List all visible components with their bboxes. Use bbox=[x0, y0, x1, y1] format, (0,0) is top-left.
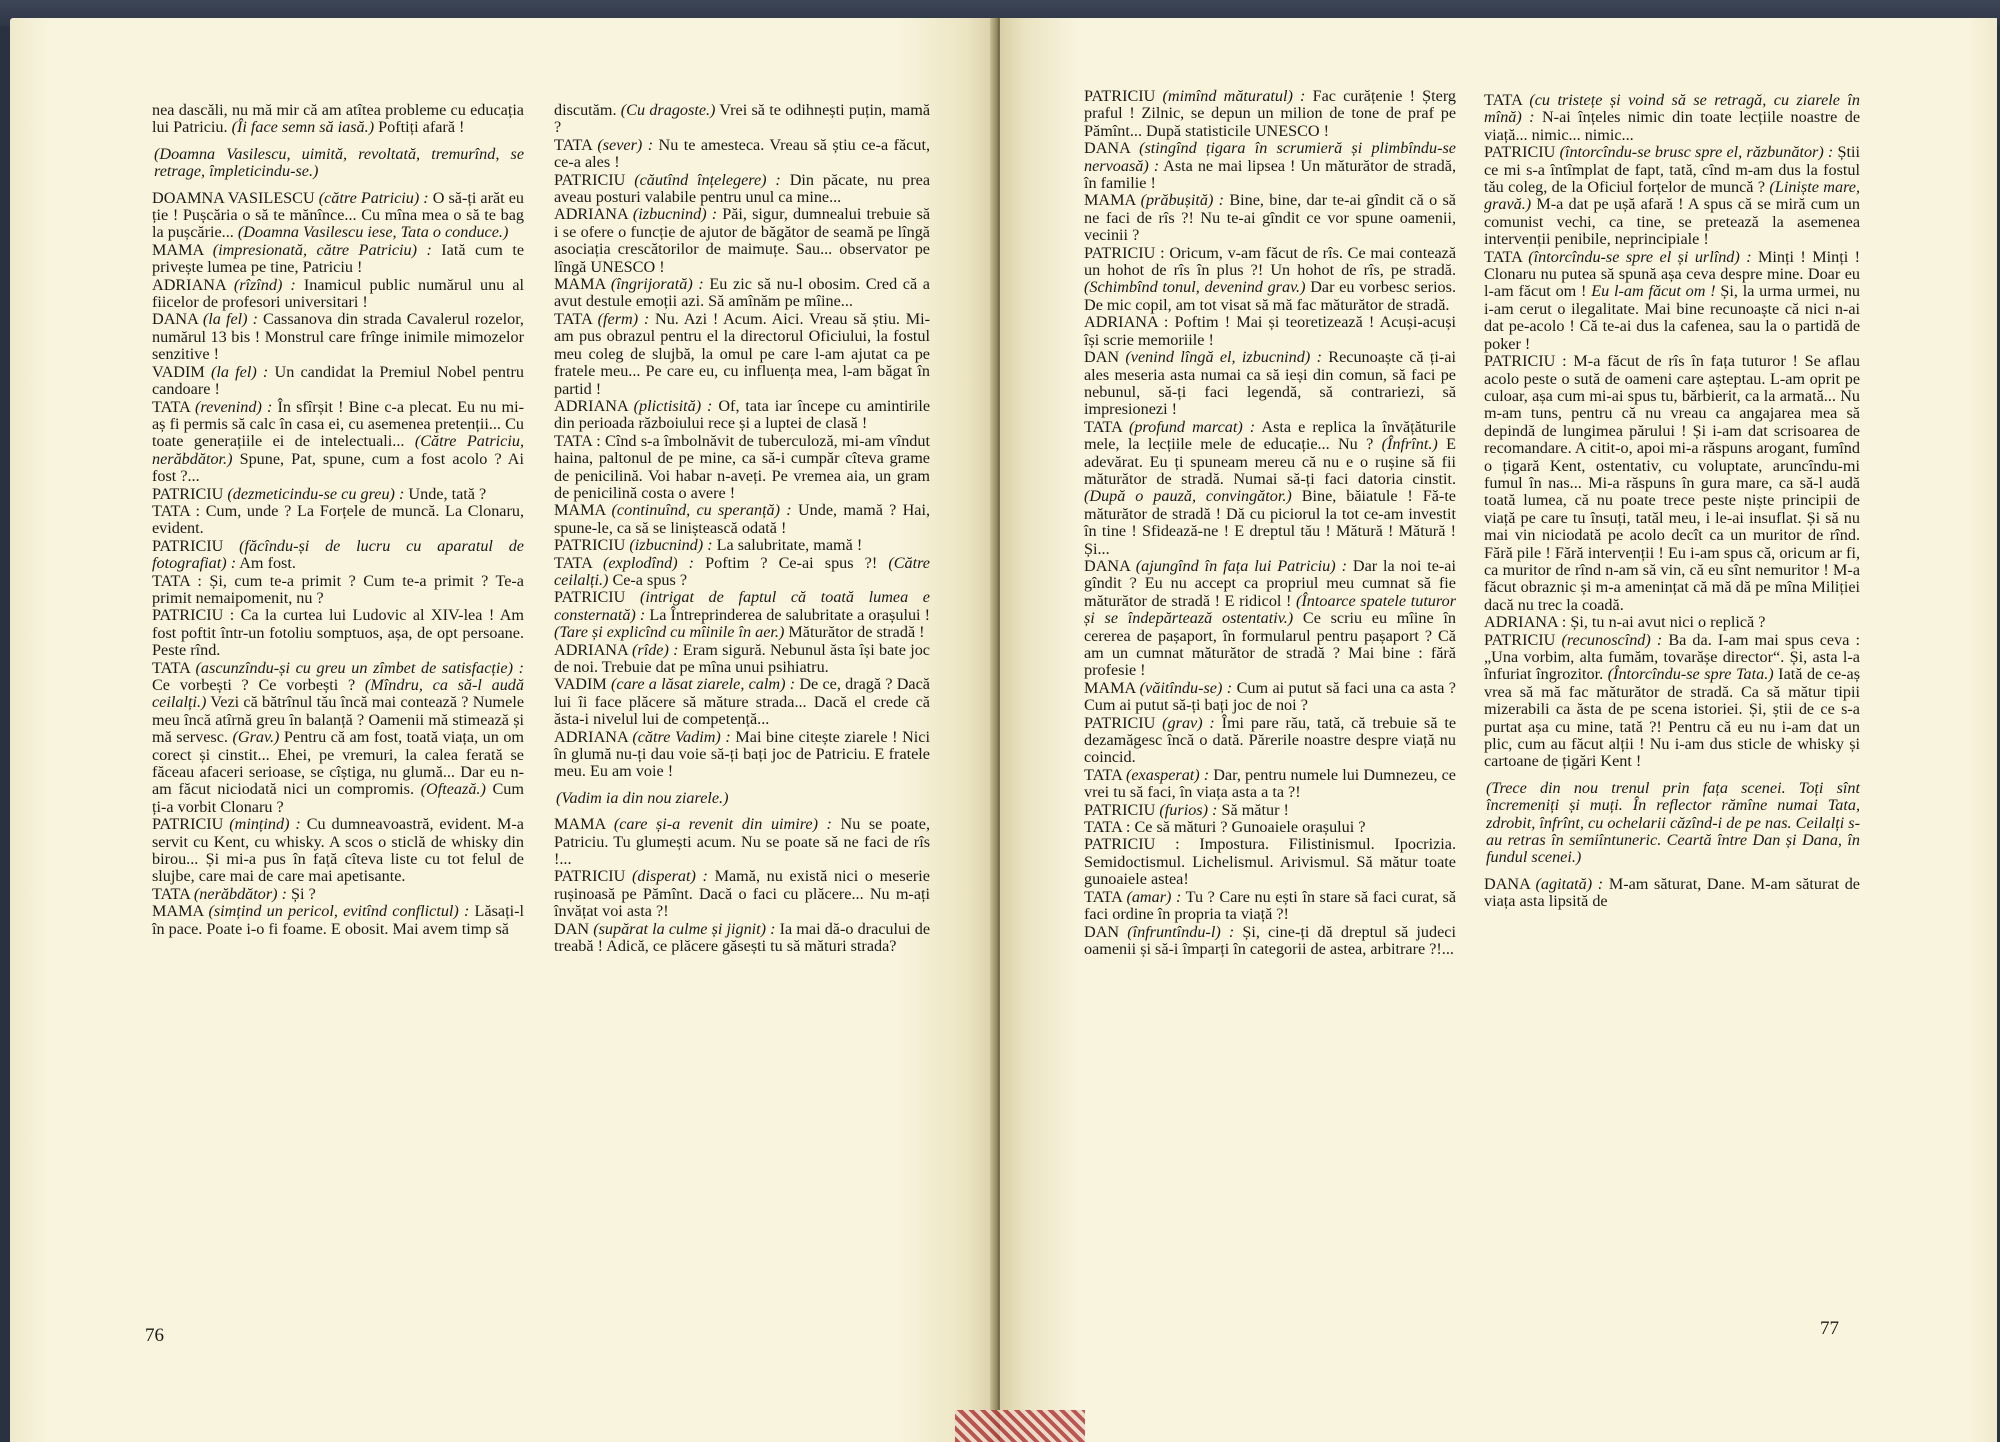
direction-text: (cu tristețe și voind să se retragă, cu ziarele în mînă) : bbox=[1484, 91, 1860, 127]
dialogue-line bbox=[554, 589, 930, 641]
dialogue-line bbox=[152, 903, 524, 938]
line-text: PATRICIU bbox=[1084, 87, 1163, 105]
line-text: TATA bbox=[1084, 887, 1127, 906]
direction-text: (simțind un pericol, evitînd conflictul) : bbox=[208, 902, 470, 921]
dialogue-line bbox=[554, 502, 930, 537]
line-text: TATA bbox=[152, 884, 194, 903]
dialogue-line bbox=[554, 642, 930, 677]
direction-text: (care și-a revenit din uimire) : bbox=[613, 815, 832, 834]
line-text: PATRICIU bbox=[554, 588, 640, 607]
line-text: Iată de ce-aș vrea să mă fac măturător de stradă. Ca să mătur tipii mizerabili ca ăsta de pe scena istoriei. Și, știi de ce s-a purtat așa cu mine, tată ?! Pentru că eu nu i-am dat un plic, cum au făcut alții ! Nu i-am dus sticle de whisky și cartoane de țigări Kent ! bbox=[1484, 665, 1861, 771]
direction-text: (îngrijorată) : bbox=[610, 275, 704, 294]
direction-text: (impresionată, către Patriciu) : bbox=[212, 240, 432, 259]
direction-text: (Grav.) bbox=[232, 728, 280, 747]
dialogue-line bbox=[152, 607, 524, 659]
dialogue-line bbox=[1084, 819, 1456, 836]
line-text: MAMA bbox=[554, 275, 611, 294]
dialogue-line bbox=[152, 190, 524, 242]
line-text: TATA : Cum, unde ? La Forțele de muncă. La Clonaru, evident. bbox=[152, 501, 524, 538]
line-text: PATRICIU bbox=[1484, 630, 1562, 649]
dialogue-line bbox=[554, 102, 930, 137]
direction-text: (Către Patriciu, nerăbdător.) bbox=[152, 432, 524, 468]
line-text: Iată cum te privește lumea pe tine, Patriciu ! bbox=[152, 240, 524, 277]
dialogue-line bbox=[554, 729, 930, 781]
line-text: M-a dat pe ușă afară ! A spus că se miră cum un comunist vechi, ca tine, se pretează la asemenea intervenții penibile, neprincipiale ! bbox=[1484, 195, 1860, 249]
line-text: PATRICIU bbox=[554, 170, 635, 189]
line-text: VADIM bbox=[554, 675, 612, 694]
line-text: Minți ! Minți ! Clonaru nu putea să spună așa ceva despre mine. Doar eu l-am făcut om ! bbox=[1484, 247, 1860, 301]
direction-text: (Îi face semn să iasă.) bbox=[231, 118, 375, 137]
line-text: PATRICIU : Ca la curtea lui Ludovic al XIV-lea ! Am fost poftit într-un fotoliu somptuos, așa, de opt persoane. Peste rînd. bbox=[152, 606, 524, 660]
dialogue-line bbox=[152, 538, 524, 573]
line-text: Nu. Azi ! Acum. Aici. Vreau să știu. Mi-am pus obrazul pentru el la directorul Oficiului, la fostul meu coleg de slujbă, la omul pe care l-am ajutat ca pe fratele meu... Pe care eu, cu influența mea, l-am băgat în partid ! bbox=[554, 309, 931, 398]
direction-text: (ascunzîndu-și cu greu un zîmbet de satisfacție) : bbox=[195, 658, 524, 677]
line-text: Bine, băiatule ! Fă-te măturător de stradă ! Dă cu piciorul la tot ce-am investit în tine ! Sfidează-ne ! E dreptul tău ! Mătură ! Mătură ! Și... bbox=[1084, 487, 1456, 558]
line-text: Nu te amesteca. Vreau să știu ce-a făcut, ce-a ales ! bbox=[554, 135, 931, 172]
line-text: DANA bbox=[1084, 556, 1136, 575]
line-text: MAMA bbox=[152, 240, 213, 259]
direction-text: (exasperat) : bbox=[1125, 765, 1210, 784]
line-text: În sfîrșit ! Bine c-a plecat. Eu nu mi-aș fi permis să calc în casa ei, cu asemenea pretenții... Cu toate generațiile ei de intelectuali... bbox=[152, 397, 525, 451]
line-text: ADRIANA : Și, tu n-ai avut nici o replică ? bbox=[1484, 613, 1766, 632]
line-text: ADRIANA bbox=[554, 727, 633, 746]
dialogue-line bbox=[152, 573, 524, 608]
line-text: Păi, sigur, dumnealui trebuie să i se ofere o funcție de ajutor de băgător de seamă pe lîngă asociația crescătorilor de maimuțe. Sau... observator pe lîngă UNESCO ! bbox=[554, 205, 931, 276]
direction-text: (făcîndu-și de lucru cu aparatul de fotografiat) : bbox=[152, 536, 524, 573]
line-text: PATRICIU : Impostura. Filistinismul. Ipocrizia. Semidoctismul. Lichelismul. Arivismul. Să mătur toate gunoaiele astea! bbox=[1084, 835, 1456, 889]
line-text: TATA bbox=[1484, 247, 1529, 266]
line-text: N-ai înțeles nimic din toate lecțiile noastre de viață... nimic... nimic... bbox=[1484, 108, 1861, 144]
direction-text: (grav) : bbox=[1162, 713, 1215, 732]
line-text: TATA bbox=[1084, 417, 1129, 436]
line-text: Asta e replica la învățăturile mele, la lecțiile mele de educație... Nu ? bbox=[1084, 417, 1456, 454]
right-page bbox=[1000, 18, 1997, 1442]
direction-text: (mințind) : bbox=[229, 815, 301, 834]
left-column-1 bbox=[152, 102, 524, 938]
line-text: Măturător de stradă ! bbox=[784, 623, 925, 642]
direction-text: (mimînd măturatul) : bbox=[1162, 87, 1306, 105]
direction-text: (Trece din nou trenul prin fața scenei. Toți sînt încremeniți și muți. În reflector rămîne numai Tata, zdrobit, înfrînt, cu ochelarii căzînd-i de pe nas. Ceilalți s-au retras în semiîntuneric. Ceartă între Dan și Dana, în fundul scenei.) bbox=[1486, 778, 1860, 867]
dialogue-line bbox=[1484, 144, 1860, 248]
line-text: Cum ți-a vorbit Clonaru ? bbox=[152, 780, 524, 816]
line-text: Cum ai putut să faci una ca asta ? Cum ai putut să-ți bați joc de noi ? bbox=[1084, 678, 1456, 715]
dialogue-line bbox=[1084, 715, 1456, 767]
line-text: Am fost. bbox=[236, 554, 296, 573]
dialogue-line bbox=[1484, 876, 1860, 911]
direction-text: (către Patriciu) : bbox=[318, 188, 429, 207]
line-text: Vezi că bătrînul tău încă mai contează ? Numele meu încă atîrnă greu în balanță ? Oamenii mă stimează și mă servesc. bbox=[152, 693, 524, 747]
direction-text: (disperat) : bbox=[632, 867, 708, 886]
line-text: De ce, dragă ? Dacă lui îi face plăcere să măture strada... Dacă el crede că ăsta-i nivelul lui de competență... bbox=[554, 675, 930, 729]
direction-text: (înfruntîndu-l) : bbox=[1127, 922, 1235, 941]
dialogue-line bbox=[1084, 140, 1456, 192]
line-text: Cu dumneavoastră, evident. M-a servit cu Kent, cu whisky. A scos o sticlă de whisky din birou... Și mi-a pus în față cîteva liste cu tot felul de slujbe, care mai de care mai apetisante. bbox=[152, 815, 524, 886]
line-text: O să-ți arăt eu ție ! Pușcăria o să te mănînce... Cu mîna mea o să te bag la pușcărie... bbox=[152, 188, 524, 242]
line-text: Mai bine citește ziarele ! Nici în glumă nu-ți dau voie să-ți bați joc de Patriciu. E fratele meu. Eu am voie ! bbox=[554, 727, 930, 781]
line-text: MAMA bbox=[554, 815, 614, 834]
line-text: TATA bbox=[1484, 91, 1530, 109]
line-text: PATRICIU bbox=[1084, 713, 1163, 732]
direction-text: (rîzînd) : bbox=[233, 275, 296, 294]
dialogue-line bbox=[1484, 614, 1860, 631]
line-text: Mamă, nu există nici o meserie rușinoasă pe Pămînt. Dacă o faci cu plăcere... Nu m-ați învățat voi asta ?! bbox=[554, 867, 930, 921]
line-text: TATA : Și, cum te-a primit ? Cum te-a primit ? Te-a primit nemaipomenit, nu ? bbox=[152, 571, 524, 607]
direction-text: (Întoarce spatele tuturor și se îndepărtează ostentativ.) bbox=[1084, 591, 1456, 628]
dialogue-line bbox=[1084, 767, 1456, 802]
direction-text: (nerăbdător) : bbox=[193, 884, 287, 903]
line-text: MAMA bbox=[554, 501, 612, 520]
dialogue-line bbox=[1484, 632, 1860, 771]
direction-text: Eu l-am făcut om ! bbox=[1591, 282, 1716, 301]
line-text: Fac curățenie ! Șterg praful ! Zilnic, se depun un milion de tone de praf pe Pămînt... După statisticile UNESCO ! bbox=[1084, 87, 1457, 140]
dialogue-line bbox=[1084, 558, 1456, 680]
line-text: ADRIANA bbox=[554, 205, 633, 224]
direction-text: (care a lăsat ziarele, calm) : bbox=[611, 675, 796, 694]
line-text: Inamicul public numărul unu al fiicelor de profesori universitari ! bbox=[152, 275, 525, 312]
line-text: DANA bbox=[152, 310, 203, 329]
direction-text: (Tare și explicînd cu mîinile în aer.) bbox=[554, 623, 785, 642]
dialogue-line bbox=[152, 660, 524, 817]
direction-text: (căutînd înțelegere) : bbox=[634, 170, 781, 189]
line-text: Îmi pare rău, tată, că trebuie să te dezamăgesc încă o dată. Părerile noastre despre viață nu coincid. bbox=[1084, 713, 1456, 767]
dialogue-line bbox=[152, 886, 524, 903]
line-text: TATA bbox=[554, 135, 598, 154]
line-text: Vrei să te odihnești puțin, mamă ? bbox=[554, 101, 931, 137]
dialogue-line bbox=[554, 398, 930, 433]
dialogue-line bbox=[152, 102, 524, 137]
line-text: PATRICIU bbox=[152, 815, 230, 834]
line-text: Bine, bine, dar te-ai gîndit că o să ne faci de rîs ?! Nu te-ai gîndit ce vor spune oamenii, vecinii ? bbox=[1084, 191, 1456, 245]
line-text: Poftim ? Ce-ai spus ?! bbox=[694, 553, 889, 572]
dialogue-line bbox=[1084, 924, 1456, 959]
line-text: PATRICIU bbox=[1084, 800, 1160, 819]
line-text: DOAMNA VASILESCU bbox=[152, 188, 319, 207]
direction-text: (ferm) : bbox=[597, 309, 650, 328]
line-text: PATRICIU bbox=[554, 536, 630, 555]
line-text: PATRICIU bbox=[1484, 143, 1560, 162]
line-text: DAN bbox=[554, 919, 594, 938]
dialogue-line bbox=[1084, 349, 1456, 419]
dialogue-line bbox=[152, 816, 524, 886]
direction-text: (Vadim ia din nou ziarele.) bbox=[556, 788, 729, 807]
line-text: DAN bbox=[1084, 348, 1126, 367]
direction-text: (văitîndu-se) : bbox=[1139, 678, 1233, 697]
dialogue-line bbox=[152, 486, 524, 503]
line-text: nea dascăli, nu mă mir că am atîtea probleme cu educația lui Patriciu. bbox=[152, 101, 524, 137]
line-text: E adevărat. Eu ți spuneam mereu că nu e o rușine să fii măturător de stradă. Numai să-ți faci datoria cinstit. bbox=[1084, 435, 1457, 488]
line-text: Pentru că am fost, toată viața, un om corect și cinstit... Ehei, pe vremuri, la calea ferată se făceau afaceri serioase, se cîștiga, nu glumă... Dar eu n-am făcut niciodată nici un compromis. bbox=[152, 728, 525, 799]
line-text: Cassanova din strada Cavalerul rozelor, numărul 13 bis ! Monstrul care frînge inimile mimozelor senzitive ! bbox=[152, 310, 524, 364]
line-text: Dar la noi te-ai gîndit ? Eu nu accept ca propriul meu cumnat să fie măturător de stradă ! E ridicol ! bbox=[1084, 556, 1456, 610]
line-text: Și, cine-ți dă dreptul să judeci oamenii și să-i împarți în categorii de astea, arbitrare ?!... bbox=[1084, 922, 1456, 958]
page-number-left: 76 bbox=[145, 1325, 164, 1346]
dialogue-line bbox=[152, 503, 524, 538]
direction-text: (Mîndru, ca să-l audă ceilalți.) bbox=[152, 676, 524, 712]
line-text: TATA : Cînd s-a îmbolnăvit de tuberculoză, mi-am vîndut haina, paltonul de pe mine, ca să-i cumpăr cîteva grame de penicilină. Voi habar n-aveți. Pe vremea aia, un gram de penicilină costa o avere ! bbox=[554, 431, 930, 502]
dialogue-line bbox=[152, 277, 524, 312]
dialogue-line bbox=[554, 172, 930, 207]
line-text: MAMA bbox=[152, 902, 209, 921]
line-text: TATA bbox=[152, 658, 196, 677]
direction-text: (Înfrînt.) bbox=[1381, 435, 1438, 454]
line-text: Să mătur ! bbox=[1217, 800, 1289, 819]
line-text: Unde, tată ? bbox=[404, 484, 487, 503]
line-text: MAMA bbox=[1084, 678, 1140, 697]
page-number-right: 77 bbox=[1820, 1318, 1839, 1339]
line-text: MAMA bbox=[1084, 191, 1141, 210]
line-text: TATA bbox=[554, 553, 603, 572]
right-column-1 bbox=[1084, 88, 1456, 958]
dialogue-line bbox=[152, 399, 524, 486]
dialogue-line bbox=[554, 276, 930, 311]
line-text: TATA bbox=[554, 309, 598, 328]
line-text: TATA bbox=[152, 397, 196, 416]
direction-text: (întorcîndu-se brusc spre el, răzbunător) : bbox=[1559, 143, 1834, 162]
direction-text: (dezmeticindu-se cu greu) : bbox=[227, 484, 405, 503]
bookmark-ribbon bbox=[955, 1410, 1085, 1442]
direction-text: (Schimbînd tonul, devenind grav.) bbox=[1084, 278, 1306, 297]
line-text: DAN bbox=[1084, 922, 1128, 941]
dialogue-line bbox=[1084, 88, 1456, 140]
line-text: Un candidat la Premiul Nobel pentru candoare ! bbox=[152, 362, 524, 399]
direction-text: (Doamna Vasilescu iese, Tata o conduce.) bbox=[237, 223, 509, 242]
direction-text: (furios) : bbox=[1159, 800, 1218, 819]
dialogue-line bbox=[1084, 314, 1456, 349]
dialogue-line bbox=[1084, 419, 1456, 558]
line-text: Ce vorbești ? Ce vorbești ? bbox=[152, 676, 365, 694]
line-text: La salubritate, mamă ! bbox=[712, 536, 863, 555]
left-column-2 bbox=[554, 102, 930, 956]
direction-text: (continuînd, cu speranță) : bbox=[611, 501, 792, 520]
line-text: PATRICIU bbox=[554, 867, 633, 886]
line-text: ADRIANA bbox=[554, 640, 633, 659]
direction-text: (supărat la culme și jignit) : bbox=[593, 919, 776, 938]
dialogue-line bbox=[1484, 249, 1860, 353]
line-text: Unde, mamă ? Hai, spune-le, ca să se liniștească odată ! bbox=[554, 501, 930, 537]
direction-text: (recunoscînd) : bbox=[1561, 630, 1663, 649]
line-text: Dar, pentru numele lui Dumnezeu, ce vrei tu să faci, în viața asta a ta ?! bbox=[1084, 765, 1456, 802]
direction-text: (agitată) : bbox=[1535, 874, 1604, 893]
dialogue-line bbox=[152, 364, 524, 399]
dialogue-line bbox=[1084, 680, 1456, 715]
dialogue-line bbox=[554, 433, 930, 503]
stage-direction bbox=[152, 146, 524, 181]
line-text: ADRIANA : Poftim ! Mai și teoretizează ! Acuși-acuși își scrie memoriile ! bbox=[1084, 313, 1456, 349]
direction-text: (Oftează.) bbox=[420, 780, 486, 799]
dialogue-line bbox=[1484, 92, 1860, 144]
line-text: Eram sigură. Nebunul ăsta își bate joc de noi. Trebuie dat pe mîna unui psihiatru. bbox=[554, 640, 930, 676]
direction-text: (sever) : bbox=[597, 135, 654, 154]
line-text: PATRICIU : Oricum, v-am făcut de rîs. Ce mai contează un hohot de rîs în plus ?! Un hohot de rîs, pe stradă. bbox=[1084, 243, 1456, 280]
dialogue-line bbox=[1084, 192, 1456, 244]
line-text: TATA : Ce să mături ? Gunoaiele orașului ? bbox=[1084, 818, 1366, 837]
direction-text: (Către ceilalți.) bbox=[554, 553, 930, 589]
dialogue-line bbox=[554, 537, 930, 554]
stage-direction bbox=[554, 790, 930, 807]
direction-text: (revenind) : bbox=[195, 397, 273, 416]
dialogue-line bbox=[554, 868, 930, 920]
line-text: M-am săturat, Dane. M-am săturat de viața asta lipsită de bbox=[1484, 874, 1860, 911]
line-text: Asta ne mai lipsea ! Un măturător de stradă, în familie ! bbox=[1084, 156, 1457, 193]
line-text: Tu ? Care nu ești în stare să faci curat, să faci ordine în propria ta viață ?! bbox=[1084, 887, 1456, 924]
direction-text: (la fel) : bbox=[202, 310, 258, 329]
line-text: DANA bbox=[1084, 139, 1140, 158]
line-text: PATRICIU bbox=[152, 484, 228, 503]
line-text: PATRICIU : M-a făcut de rîs în fața tuturor ! Se aflau acolo peste o sută de oameni care așteptau. L-am oprit pe culoar, așa cum mi-ai spus tu, bărbierit, ca la armată... Nu m-am tuns, pentru că nu vreau ca angajarea mea să depindă de lungimea părului ! Și i-am dat scrisoarea de recomandare. A citit-o, apoi mi-a răspuns arogant, fumînd o țigară Kent, ostentativ, cu voluptate, aruncîndu-mi fumul în nas... Mi-a răspuns în gura mare, ca să-l audă toată lumea, că nu poate trece peste niște principii de viață pe care tu însuți, tatăl meu, i le-ai insuflat. Și să nu mai vin niciodată pe acolo decît ca un muritor de rînd. Fără pile ! Fără intervenții ! Eu i-am spus că, oricum ar fi, ca muritor de rînd n-am să vin, că eu sînt nemuritor ! M-a făcut obraznic și m-a amenințat că mă dă pe mîna Miliției dacă nu trec la coadă. bbox=[1484, 352, 1860, 614]
dialogue-line bbox=[554, 921, 930, 956]
line-text: Lăsați-l în pace. Poate i-o fi foame. E obosit. Mai avem timp să bbox=[152, 902, 524, 938]
line-text: Știi ce mi s-a întîmplat de fapt, tată, cînd m-am dus la fostul tău coleg, de la Oficiul forțelor de muncă ? bbox=[1484, 143, 1861, 197]
direction-text: (rîde) : bbox=[632, 640, 679, 659]
direction-text: (Cu dragoste.) bbox=[620, 101, 716, 119]
direction-text: (la fel) : bbox=[210, 362, 269, 381]
direction-text: (explodînd) : bbox=[602, 553, 695, 572]
line-text: Și, la urma urmei, nu i-am cerut o ilegalitate. Mai bine recunoaște că nici n-ai dat pe-acolo ! Că te-ai dus la cafenea, sau la o partidă de poker ! bbox=[1484, 282, 1861, 353]
line-text: Recunoaște că ți-ai ales meseria asta numai ca să ieși din comun, să faci pe nebunul, să-ți faci legendă, să contrariezi, să impresionezi ! bbox=[1084, 348, 1456, 419]
line-text: Ia mai dă-o dracului de treabă ! Adică, ce plăcere găsești tu să mături strada? bbox=[554, 919, 931, 956]
dialogue-line bbox=[1084, 889, 1456, 924]
direction-text: (intrigat de faptul că toată lumea e consternată) : bbox=[554, 588, 930, 624]
direction-text: (stingînd țigara în scrumieră și plimbîndu-se nervoasă) : bbox=[1084, 139, 1456, 175]
line-text: Ce-a spus ? bbox=[608, 570, 688, 589]
line-text: La Întreprinderea de salubritate a orașului ! bbox=[645, 605, 931, 624]
line-text: Spune, Pat, spune, cum a fost acolo ? Ai fost ?... bbox=[152, 449, 524, 486]
direction-text: (Liniște mare, gravă.) bbox=[1484, 178, 1860, 214]
line-text: ADRIANA bbox=[152, 275, 234, 294]
line-text: Ce scriu eu mîine în cererea de pașaport, în formularul pentru pașaport ? Că am un cumnat măturător de stradă ? Mai bine : fără profesie ! bbox=[1084, 609, 1456, 680]
line-text: Nu se poate, Patriciu. Tu glumești acum. Nu se poate să ne faci de rîs !... bbox=[554, 815, 930, 869]
direction-text: (După o pauză, convingător.) bbox=[1084, 487, 1292, 506]
line-text: Poftiți afară ! bbox=[374, 118, 465, 137]
direction-text: (profund marcat) : bbox=[1128, 417, 1256, 436]
line-text: Din păcate, nu prea aveau posturi valabile pentru unul ca mine... bbox=[554, 170, 931, 207]
line-text: Ba da. I-am mai spus ceva : „Una vorbim, alta fumăm, tovarășe director“. Și, asta l-a înfuriat îngrozitor. bbox=[1484, 630, 1860, 684]
direction-text: (către Vadim) : bbox=[632, 727, 731, 746]
stage-direction bbox=[1484, 780, 1860, 867]
direction-text: (plictisită) : bbox=[633, 396, 713, 415]
direction-text: (amar) : bbox=[1126, 887, 1182, 906]
dialogue-line bbox=[1084, 802, 1456, 819]
dialogue-line bbox=[554, 555, 930, 590]
line-text: VADIM bbox=[152, 362, 211, 381]
dialogue-line bbox=[1484, 353, 1860, 614]
direction-text: (venind lîngă el, izbucnind) : bbox=[1125, 348, 1322, 367]
line-text: TATA bbox=[1084, 765, 1126, 784]
dialogue-line bbox=[554, 816, 930, 868]
direction-text: (Întorcîndu-se spre Tata.) bbox=[1607, 665, 1774, 684]
dialogue-line bbox=[554, 206, 930, 276]
direction-text: (izbucnind) : bbox=[632, 205, 718, 224]
direction-text: (Doamna Vasilescu, uimită, revoltată, tremurînd, se retrage, împleticindu-se.) bbox=[154, 144, 524, 181]
dialogue-line bbox=[554, 676, 930, 728]
dialogue-line bbox=[1084, 836, 1456, 888]
dialogue-line bbox=[554, 137, 930, 172]
right-column-2 bbox=[1484, 92, 1860, 911]
line-text: Of, tata iar începe cu amintirile din perioada războiului rece și a luptei de clasă ! bbox=[554, 396, 931, 433]
line-text: ADRIANA bbox=[554, 396, 634, 415]
direction-text: (ajungînd în fața lui Patriciu) : bbox=[1135, 556, 1347, 575]
line-text: discutăm. bbox=[554, 101, 621, 119]
line-text: Dar eu vorbesc serios. De mic copil, am tot visat să mă fac măturător de stradă. bbox=[1084, 278, 1457, 314]
line-text: Și ? bbox=[286, 884, 316, 903]
direction-text: (prăbușită) : bbox=[1140, 191, 1225, 210]
line-text: PATRICIU bbox=[152, 536, 240, 555]
left-page bbox=[10, 18, 995, 1442]
direction-text: (izbucnind) : bbox=[629, 536, 713, 555]
dialogue-line bbox=[152, 311, 524, 363]
line-text: DANA bbox=[1484, 874, 1536, 893]
dialogue-line bbox=[152, 242, 524, 277]
dialogue-line bbox=[1084, 245, 1456, 315]
dialogue-line bbox=[554, 311, 930, 398]
direction-text: (întorcîndu-se spre el și urlînd) : bbox=[1528, 247, 1752, 266]
line-text: Eu zic să nu-l obosim. Cred că a avut destule emoții azi. Să amînăm pe mîine... bbox=[554, 275, 930, 311]
